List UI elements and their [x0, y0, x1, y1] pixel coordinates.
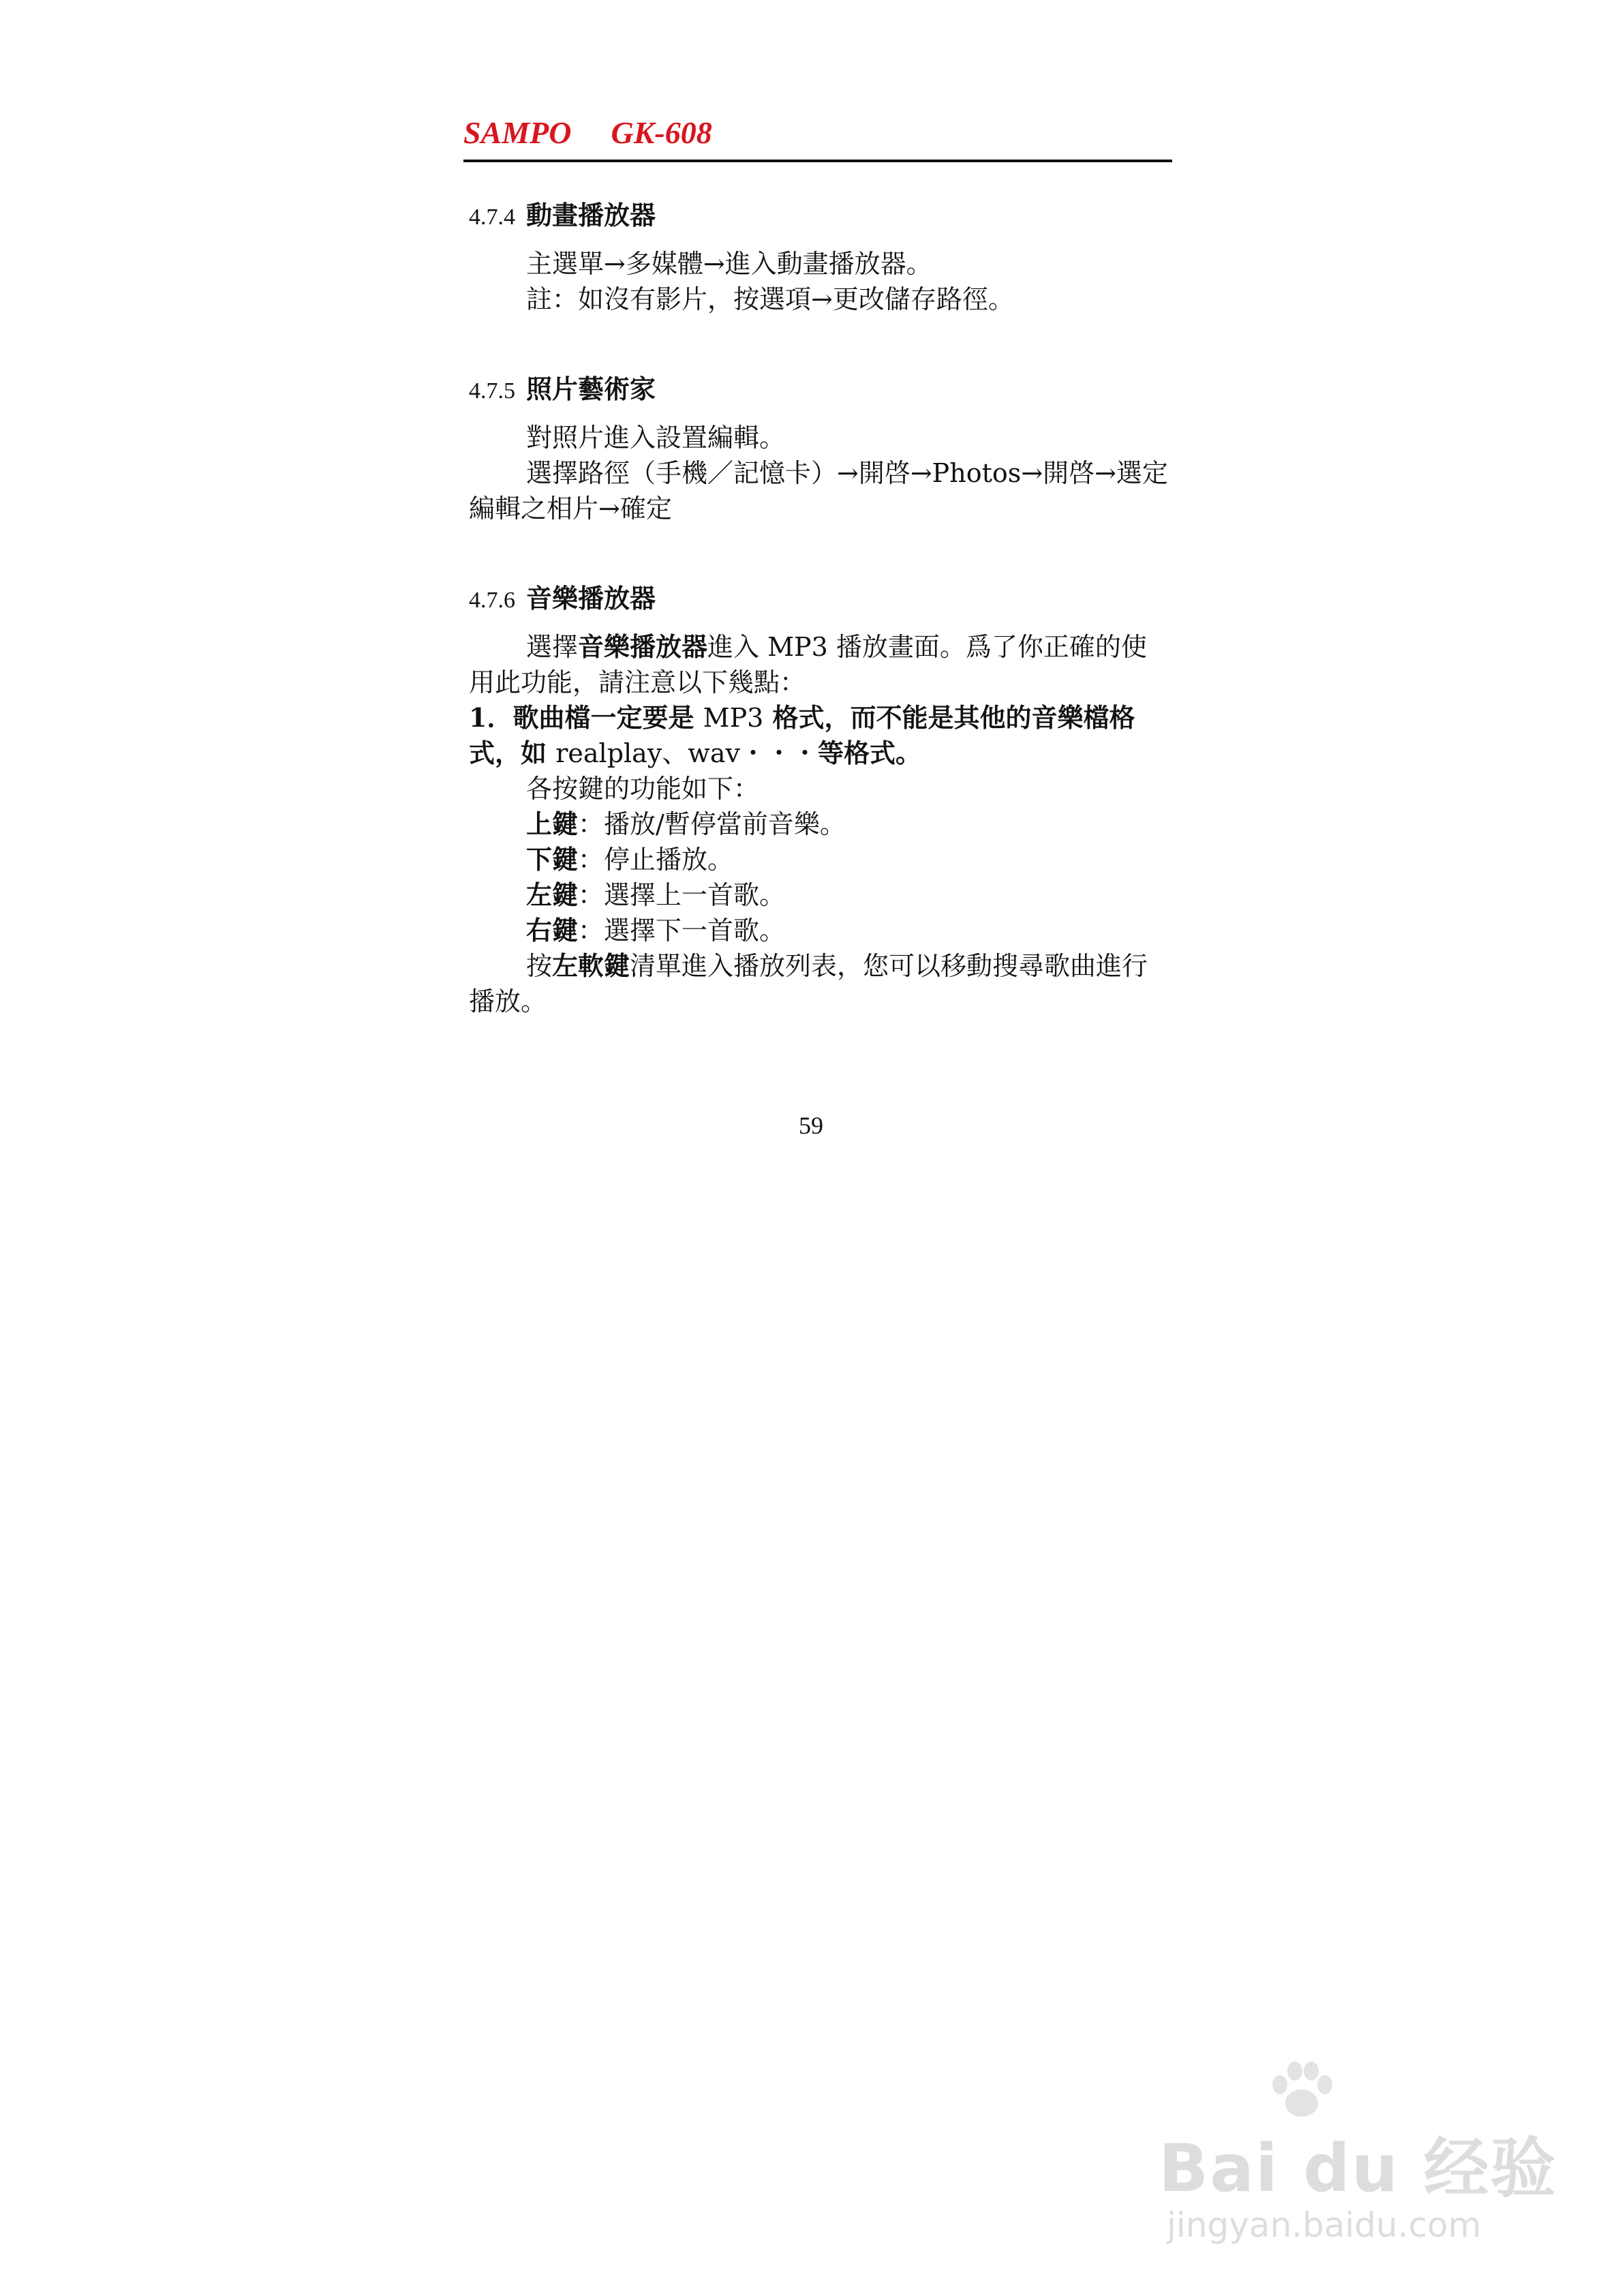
section-number: 4.7.6: [469, 588, 515, 613]
paragraph-note: [469, 700, 1172, 771]
paragraph: 對照片進入設置編輯。: [526, 423, 786, 453]
key-desc: ：選擇上一首歌。: [578, 880, 786, 910]
text-run-bold: 左軟鍵: [552, 950, 630, 981]
key-item: [469, 877, 1172, 913]
brand-title: [463, 115, 712, 151]
text-run-bold: 1．歌曲檔一定要是: [469, 702, 703, 733]
page-header: [463, 115, 1172, 162]
watermark-logo-text: Bai du 经验: [1159, 2130, 1557, 2207]
section-title: 動畫播放器: [526, 200, 656, 230]
key-item: [469, 806, 1172, 842]
section-heading-4-7-4: [469, 198, 1172, 235]
section-heading-4-7-6: [469, 581, 1172, 618]
text-run: 清單進入播放列表，您可以移動搜尋歌曲進行播放。: [469, 951, 1148, 1016]
text-run: 進入 MP3 播放畫面。爲了你正確的使用此功能，請注意以下幾點：: [469, 632, 1147, 697]
paragraph: 選擇路徑（手機／記憶卡）→開啓→Photos→開啓→選定編輯之相片→確定: [469, 458, 1168, 524]
paragraph-intro: [469, 629, 1172, 700]
text-run-bold: 音樂播放器: [578, 631, 708, 662]
key-name: 上鍵: [526, 809, 579, 839]
key-desc: ：選擇下一首歌。: [578, 916, 786, 946]
text-run-bold: 格式，而不能是其他的音樂檔格式，如: [469, 702, 1135, 768]
page-number: 59: [799, 1112, 823, 1139]
text-run-bold: 等格式。: [817, 738, 921, 768]
paragraph-last: [469, 948, 1172, 1019]
text-run: 選擇: [526, 632, 579, 662]
model-name: GK-608: [611, 115, 712, 150]
key-name: 右鍵: [526, 915, 579, 946]
paragraph: 各按鍵的功能如下：: [526, 774, 760, 804]
key-item: [469, 913, 1172, 948]
paw-icon: [1261, 2052, 1343, 2127]
key-desc: ：播放/暫停當前音樂。: [578, 809, 846, 839]
text-run: MP3: [703, 703, 764, 733]
key-item: [469, 842, 1172, 877]
section-number: 4.7.4: [469, 205, 515, 230]
baidu-watermark: [1159, 2052, 1567, 2256]
watermark-site: jingyan.baidu.com: [1167, 2205, 1482, 2245]
key-name: 左鍵: [526, 879, 579, 910]
section-title: 照片藝術家: [526, 374, 656, 404]
section-number: 4.7.5: [469, 378, 515, 404]
key-name: 下鍵: [526, 844, 579, 875]
paragraph: 主選單→多媒體→進入動畫播放器。: [526, 249, 932, 279]
brand-name: SAMPO: [463, 115, 572, 150]
section-heading-4-7-5: [469, 372, 1172, 409]
section-title: 音樂播放器: [526, 583, 656, 614]
text-run: realplay、wav・・・: [555, 738, 818, 768]
page-content: [469, 198, 1172, 1019]
text-run: 按: [526, 951, 553, 981]
key-desc: ：停止播放。: [578, 845, 734, 875]
paragraph: 註：如沒有影片，按選項→更改儲存路徑。: [526, 284, 1014, 314]
